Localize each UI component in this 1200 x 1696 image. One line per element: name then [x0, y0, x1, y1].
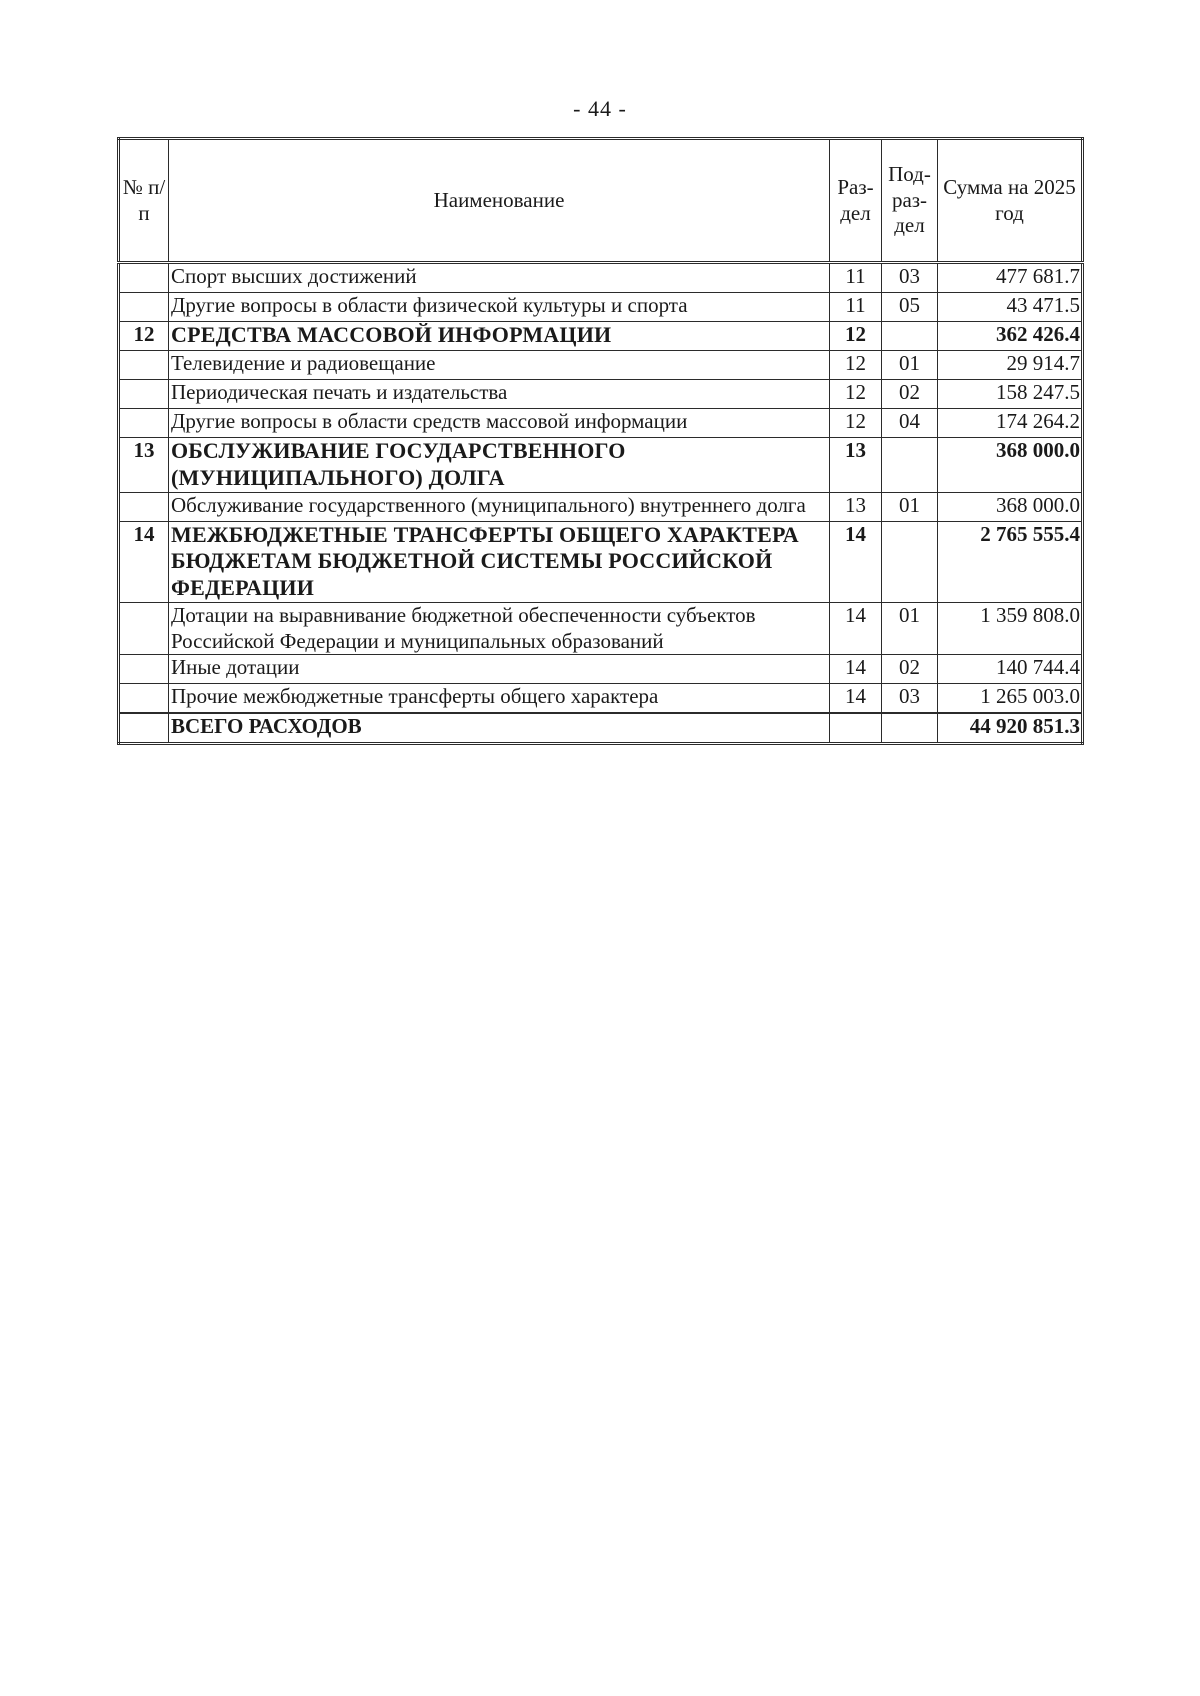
row-name: Другие вопросы в области физической культуры и спорта [169, 293, 830, 322]
row-name: Другие вопросы в области средств массовой информации [169, 409, 830, 438]
total-subsection-cell [882, 713, 938, 744]
row-section: 12 [830, 380, 882, 409]
row-sum: 29 914.7 [938, 351, 1083, 380]
row-name: Прочие межбюджетные трансферты общего характера [169, 684, 830, 714]
row-number [119, 351, 169, 380]
row-name: ОБСЛУЖИВАНИЕ ГОСУДАРСТВЕННОГО (МУНИЦИПАЛЬНОГО) ДОЛГА [169, 438, 830, 493]
row-section: 12 [830, 351, 882, 380]
row-subsection [882, 521, 938, 602]
row-number [119, 492, 169, 521]
row-sum: 2 765 555.4 [938, 521, 1083, 602]
table-row [119, 684, 1083, 714]
row-subsection: 01 [882, 351, 938, 380]
row-name: Дотации на выравнивание бюджетной обеспеченности субъектов Российской Федерации и муниципальных образований [169, 603, 830, 655]
row-section: 11 [830, 293, 882, 322]
header-sum: Сумма на 2025 год [938, 139, 1083, 263]
row-sum: 174 264.2 [938, 409, 1083, 438]
row-section: 11 [830, 263, 882, 293]
row-subsection: 02 [882, 380, 938, 409]
table-row [119, 351, 1083, 380]
table-header [119, 139, 1083, 263]
table-body [119, 263, 1083, 744]
header-name: Наименование [169, 139, 830, 263]
row-subsection: 05 [882, 293, 938, 322]
row-subsection [882, 322, 938, 351]
row-name: Спорт высших достижений [169, 263, 830, 293]
table-row [119, 380, 1083, 409]
row-section: 14 [830, 684, 882, 714]
row-subsection: 02 [882, 655, 938, 684]
table-row-section [119, 322, 1083, 351]
row-subsection: 04 [882, 409, 938, 438]
page-number: - 44 - [573, 96, 627, 121]
row-name: Периодическая печать и издательства [169, 380, 830, 409]
row-name: Телевидение и радиовещание [169, 351, 830, 380]
total-sum: 44 920 851.3 [938, 713, 1083, 744]
row-section: 13 [830, 438, 882, 493]
row-number [119, 684, 169, 714]
row-sum: 43 471.5 [938, 293, 1083, 322]
row-name: Иные дотации [169, 655, 830, 684]
row-number [119, 655, 169, 684]
row-subsection: 01 [882, 603, 938, 655]
row-section: 14 [830, 603, 882, 655]
row-section: 14 [830, 521, 882, 602]
row-section: 12 [830, 409, 882, 438]
table-row-total [119, 713, 1083, 744]
row-subsection: 03 [882, 684, 938, 714]
row-sum: 140 744.4 [938, 655, 1083, 684]
row-number: 12 [119, 322, 169, 351]
row-number [119, 380, 169, 409]
row-name: Обслуживание государственного (муниципального) внутреннего долга [169, 492, 830, 521]
total-label: ВСЕГО РАСХОДОВ [169, 713, 830, 744]
row-number [119, 409, 169, 438]
table-row [119, 492, 1083, 521]
row-section: 13 [830, 492, 882, 521]
table-row [119, 603, 1083, 655]
header-subsection: Под-раз-дел [882, 139, 938, 263]
row-number [119, 263, 169, 293]
row-name: МЕЖБЮДЖЕТНЫЕ ТРАНСФЕРТЫ ОБЩЕГО ХАРАКТЕРА БЮДЖЕТАМ БЮДЖЕТНОЙ СИСТЕМЫ РОССИЙСКОЙ ФЕДЕРАЦИИ [169, 521, 830, 602]
table-row [119, 655, 1083, 684]
row-number: 13 [119, 438, 169, 493]
row-sum: 368 000.0 [938, 492, 1083, 521]
table-row [119, 263, 1083, 293]
row-number: 14 [119, 521, 169, 602]
table-row-section [119, 438, 1083, 493]
total-number-cell [119, 713, 169, 744]
table-row [119, 409, 1083, 438]
row-subsection: 03 [882, 263, 938, 293]
row-subsection: 01 [882, 492, 938, 521]
row-number [119, 293, 169, 322]
row-number [119, 603, 169, 655]
row-sum: 477 681.7 [938, 263, 1083, 293]
table-row-section [119, 521, 1083, 602]
header-number: № п/п [119, 139, 169, 263]
budget-expenses-table [117, 137, 1084, 745]
header-section: Раз-дел [830, 139, 882, 263]
row-sum: 158 247.5 [938, 380, 1083, 409]
row-section: 12 [830, 322, 882, 351]
row-section: 14 [830, 655, 882, 684]
row-sum: 368 000.0 [938, 438, 1083, 493]
row-name: СРЕДСТВА МАССОВОЙ ИНФОРМАЦИИ [169, 322, 830, 351]
row-sum: 362 426.4 [938, 322, 1083, 351]
row-sum: 1 359 808.0 [938, 603, 1083, 655]
row-sum: 1 265 003.0 [938, 684, 1083, 714]
table-row [119, 293, 1083, 322]
total-section-cell [830, 713, 882, 744]
row-subsection [882, 438, 938, 493]
